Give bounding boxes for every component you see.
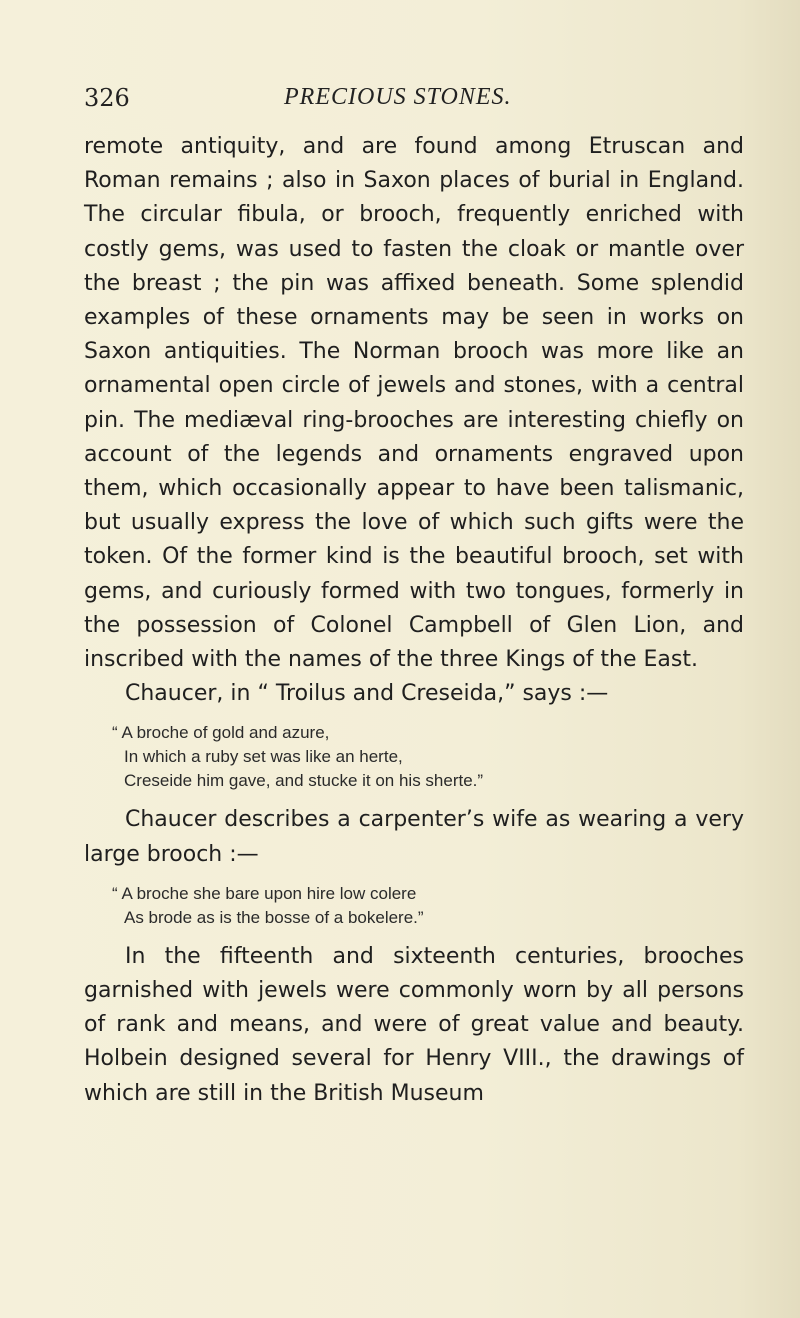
page-number: 326 [84, 84, 130, 112]
paragraph-carpenters-wife: Chaucer describes a carpenter’s wife as wearing a very large brooch :— [84, 807, 744, 867]
paragraph-fifteenth-sixteenth-centuries: In the fifteenth and sixteenth centuries, brooches garnished with jewels were commonly worn by all persons of rank and means, and were of great value and beauty. Holbein designed several for Henry VIII., the drawings of which are still in the British Museum [84, 943, 744, 1106]
verse-quotation-troilus [84, 721, 744, 793]
verse-quotation-carpenters-wife [84, 882, 744, 930]
verse-line: “ A broche of gold and azure, [112, 723, 330, 743]
verse-line: “ A broche she bare upon hire low colere [112, 883, 417, 903]
running-title: PRECIOUS STONES. [284, 84, 512, 110]
verse-line: As brode as is the bosse of a bokelere.” [124, 907, 424, 927]
body-text [84, 130, 744, 1111]
verse-line: In which a ruby set was like an herte, [124, 747, 403, 767]
paragraph-remote-antiquity: remote antiquity, and are found among Etruscan and Roman remains ; also in Saxon places of burial in England. The circular fibula, or brooch, frequently enriched with costly gems, was used to fasten the cloak or mantle over the breast ; the pin was affixed beneath. Some splendid examples of these ornaments may be seen in works on Saxon antiquities. The Norman brooch was more like an ornamental open circle of jewels and stones, with a central pin. The mediæval ring-brooches are interesting chiefly on account of the legends and ornaments engraved upon them, which occasionally appear to have been talismanic, but usually express the love of which such gifts were the token. Of the former kind is the beautiful brooch, set with gems, and curiously formed with two tongues, formerly in the possession of Colonel Campbell of Glen Lion, and inscribed with the names of the three Kings of the East. [84, 134, 744, 673]
paragraph-chaucer-troilus: Chaucer, in “ Troilus and Creseida,” says :— [125, 681, 609, 707]
verse-line: Creseide him gave, and stucke it on his sherte.” [124, 771, 484, 791]
page-header [84, 84, 740, 124]
